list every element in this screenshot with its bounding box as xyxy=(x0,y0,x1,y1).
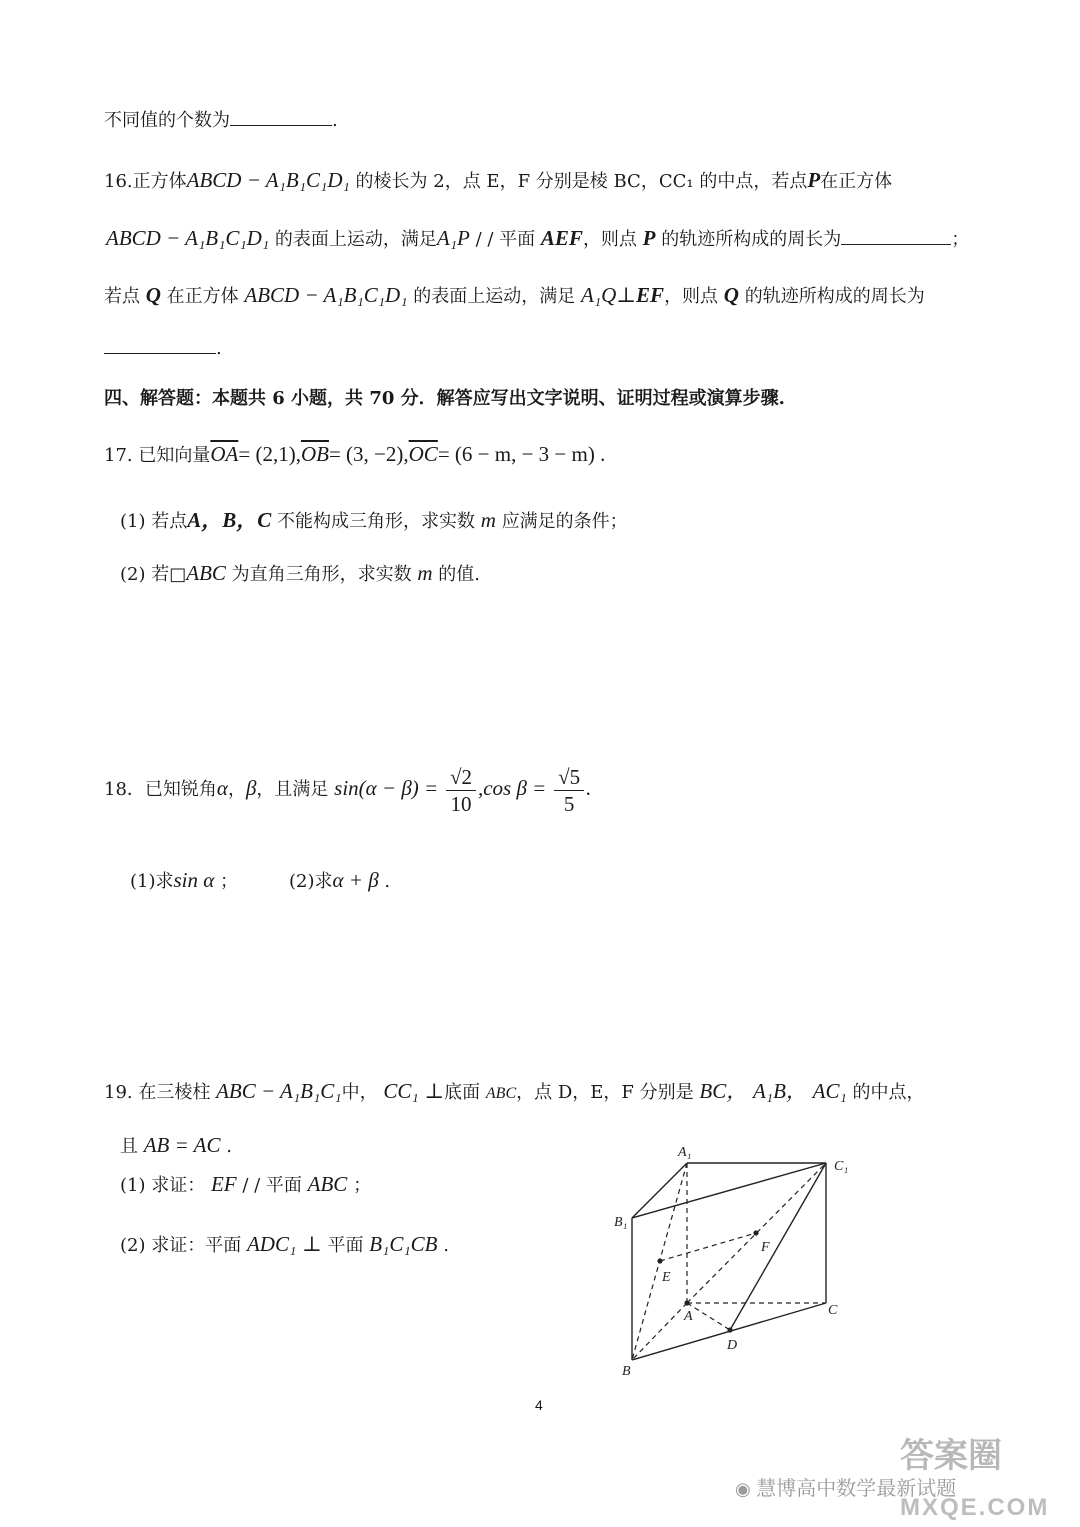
q19-base: 底面 xyxy=(444,1082,481,1103)
point-e xyxy=(657,1258,662,1263)
q16-line4 xyxy=(104,335,222,361)
q17-part2-a: 若□ xyxy=(151,564,187,585)
q16-line3-mid2: 的表面上运动，满足 xyxy=(413,286,576,307)
point-a xyxy=(684,1300,689,1305)
q19-line2-prefix: 且 xyxy=(120,1136,138,1157)
q16-line3-mid1: 在正方体 xyxy=(166,286,239,307)
q18-cos-expr: ,cos β = xyxy=(477,776,547,800)
q16-point-q-2: Q xyxy=(723,283,739,307)
q16-line1-end: 在正方体 xyxy=(820,171,893,192)
q18-stem xyxy=(104,758,591,820)
q18-alpha: α xyxy=(216,776,228,800)
q18-sum: α + β xyxy=(332,868,379,892)
q19-base-abc: ABC xyxy=(485,1085,517,1102)
q19-perp: ⊥ xyxy=(424,1079,445,1103)
q19-part2-perp: ⊥ xyxy=(302,1232,322,1256)
q16-line2-text: 的表面上运动，满足 xyxy=(274,229,437,250)
q17-part1-b: 不能构成三角形，求实数 xyxy=(277,511,475,532)
q16-line1 xyxy=(104,168,892,194)
q17-abc: ABC xyxy=(186,561,226,585)
q16-point-p: P xyxy=(807,168,821,192)
q18-part2-label: (2)求 xyxy=(289,871,333,892)
q19-adc1: ADC₁ xyxy=(246,1232,297,1256)
edge-c1d xyxy=(730,1163,826,1330)
q18-part2 xyxy=(289,868,390,894)
q16-a1q: A₁Q xyxy=(581,283,617,307)
q19-part2 xyxy=(120,1232,449,1258)
q19-seg1: BC， xyxy=(699,1079,748,1103)
q18-beta: β xyxy=(245,776,257,800)
q19-line2 xyxy=(120,1133,232,1159)
q19-prism: ABC − A₁B₁C₁ xyxy=(216,1079,342,1103)
q16-line3-prefix: 若点 xyxy=(104,286,140,307)
q19-cc1: CC₁ xyxy=(383,1079,419,1103)
q19-ab-eq-ac: AB = AC xyxy=(143,1133,221,1157)
q17-value-oa: = (2,1), xyxy=(238,442,301,466)
q16-semicolon: ； xyxy=(951,229,970,250)
q19-part1-abc: ABC xyxy=(307,1172,348,1196)
q17-part1-label: (1) xyxy=(120,511,146,532)
label-a1: A₁ xyxy=(678,1145,692,1160)
watermark-source: 慧博高中数学最新试题 xyxy=(756,1478,957,1500)
q16-line2-end: 的轨迹所构成的周长为 xyxy=(661,229,842,250)
q16-line4-end: . xyxy=(216,338,222,359)
q16-aef: AEF xyxy=(540,226,583,250)
q18-part2-end: . xyxy=(384,871,391,892)
q15-answer-blank xyxy=(230,107,332,126)
q16-solid-3: ABCD − A₁B₁C₁D₁ xyxy=(244,283,408,307)
q15-text: 不同值的个数为 xyxy=(104,110,230,131)
q19-zhong: 中， xyxy=(341,1082,378,1103)
q17-value-ob: = (3, −2), xyxy=(328,442,409,466)
section-4-heading: 四、解答题：本题共 6 小题，共 70 分．解答应写出文字说明、证明过程或演算步骤. xyxy=(104,388,785,409)
wechat-icon: ◉ xyxy=(735,1479,751,1499)
edge-b1c1 xyxy=(632,1163,826,1218)
edge-ad xyxy=(687,1303,730,1330)
q16-point-p-2: P xyxy=(642,226,656,250)
point-d xyxy=(727,1327,732,1332)
q18-fraction-2 xyxy=(554,764,584,817)
page-number: 4 xyxy=(535,1397,543,1413)
q19-b1c1cb: B₁C₁CB xyxy=(369,1232,438,1256)
q19-part2-plane: 平面 xyxy=(327,1235,364,1256)
q17-prefix: 17. 已知向量 xyxy=(104,445,211,466)
watermark-site: MXQE.COM xyxy=(900,1494,1050,1521)
label-d: D xyxy=(727,1338,738,1353)
q17-value-oc: = (6 − m, − 3 − m) . xyxy=(437,442,606,466)
q18-part1 xyxy=(130,868,238,894)
q16-prefix: 16.正方体 xyxy=(104,171,187,192)
q17-part2 xyxy=(120,561,480,587)
prism-figure xyxy=(600,1138,870,1388)
q17-part2-label: (2) xyxy=(120,564,146,585)
q15-tail xyxy=(104,107,338,133)
q17-part2-c: 的值. xyxy=(438,564,481,585)
q16-answer-blank-1 xyxy=(841,226,951,245)
q19-seg3: AC₁ xyxy=(812,1079,847,1103)
q17-part1-a: 若点 xyxy=(151,511,188,532)
label-c1: C₁ xyxy=(834,1159,849,1174)
q17-m-2: m xyxy=(417,561,433,585)
q18-mid: ，且满足 xyxy=(256,779,329,800)
q18-part1-end: ； xyxy=(220,871,239,892)
q16-line2 xyxy=(106,226,969,252)
point-f xyxy=(753,1230,758,1235)
q19-ef: EF xyxy=(210,1172,237,1196)
q17-part1 xyxy=(120,508,628,534)
q19-part1 xyxy=(120,1172,371,1198)
q16-line3-end: 的轨迹所构成的周长为 xyxy=(744,286,925,307)
q18-fraction-1 xyxy=(446,764,476,817)
q16-a1p: A₁P xyxy=(436,226,470,250)
q17-m: m xyxy=(480,508,496,532)
q16-solid: ABCD − A₁B₁C₁D₁ xyxy=(186,168,350,192)
q19-part1-label: (1) 求证： xyxy=(120,1175,206,1196)
q17-part1-c: 应满足的条件； xyxy=(501,511,628,532)
q16-line2-after: ，则点 xyxy=(582,229,637,250)
q19-prefix: 19. 在三棱柱 xyxy=(104,1082,211,1103)
q19-points: ，点 D，E，F 分别是 xyxy=(516,1082,694,1103)
q16-point-q: Q xyxy=(145,283,161,307)
q17-stem xyxy=(104,442,605,468)
q18-comma: ， xyxy=(227,779,246,800)
label-a: A xyxy=(684,1309,693,1324)
q19-part2-end: . xyxy=(443,1235,449,1256)
q16-parallel-plane: / / 平面 xyxy=(475,229,536,250)
label-f: F xyxy=(761,1240,770,1255)
q19-end: 的中点， xyxy=(852,1082,925,1103)
q19-stem xyxy=(104,1079,925,1106)
q18-sin-alpha: sin α xyxy=(173,868,215,892)
q16-ef: EF xyxy=(636,283,665,307)
q18-end: . xyxy=(586,776,592,800)
label-e: E xyxy=(662,1270,671,1285)
q17-vector-oc: $\overline{OC}$ xyxy=(408,442,438,466)
label-b: B xyxy=(622,1364,631,1379)
q18-frac1-den: 10 xyxy=(450,791,472,816)
label-c: C xyxy=(828,1303,838,1318)
q18-frac1-num: √2 xyxy=(446,764,476,791)
q17-vector-oa: $\overline{OA}$ xyxy=(210,442,239,466)
q16-solid-2: ABCD − A₁B₁C₁D₁ xyxy=(106,226,270,250)
q19-part1-end: ； xyxy=(353,1175,372,1196)
label-b1: B₁ xyxy=(614,1215,628,1230)
q16-line3 xyxy=(104,283,925,309)
q19-seg2: A₁B， xyxy=(752,1079,807,1103)
edge-ef xyxy=(660,1233,756,1261)
q18-part1-label: (1)求 xyxy=(130,871,174,892)
q15-end: . xyxy=(332,110,338,131)
q16-line3-after: ，则点 xyxy=(664,286,719,307)
q17-points: A，B，C xyxy=(187,508,272,532)
q19-line2-end: . xyxy=(226,1136,232,1157)
q19-parallel-plane: / / 平面 xyxy=(242,1175,302,1196)
q19-part2-label: (2) 求证：平面 xyxy=(120,1235,242,1256)
q16-line1-text: 的棱长为 2，点 E，F 分别是棱 BC，CC₁ 的中点，若点 xyxy=(355,171,808,192)
watermark-logo: 答案圈 xyxy=(900,1437,1002,1475)
q18-frac2-den: 5 xyxy=(563,791,575,816)
q18-sin-expr: sin(α − β) = xyxy=(334,776,439,800)
q16-answer-blank-2 xyxy=(104,335,216,354)
q18-prefix: 18．已知锐角 xyxy=(104,779,217,800)
q18-frac2-num: √5 xyxy=(554,764,584,791)
q16-perp: ⊥ xyxy=(616,283,637,307)
q17-vector-ob: $\overline{OB}$ xyxy=(300,442,329,466)
q17-part2-b: 为直角三角形，求实数 xyxy=(231,564,412,585)
